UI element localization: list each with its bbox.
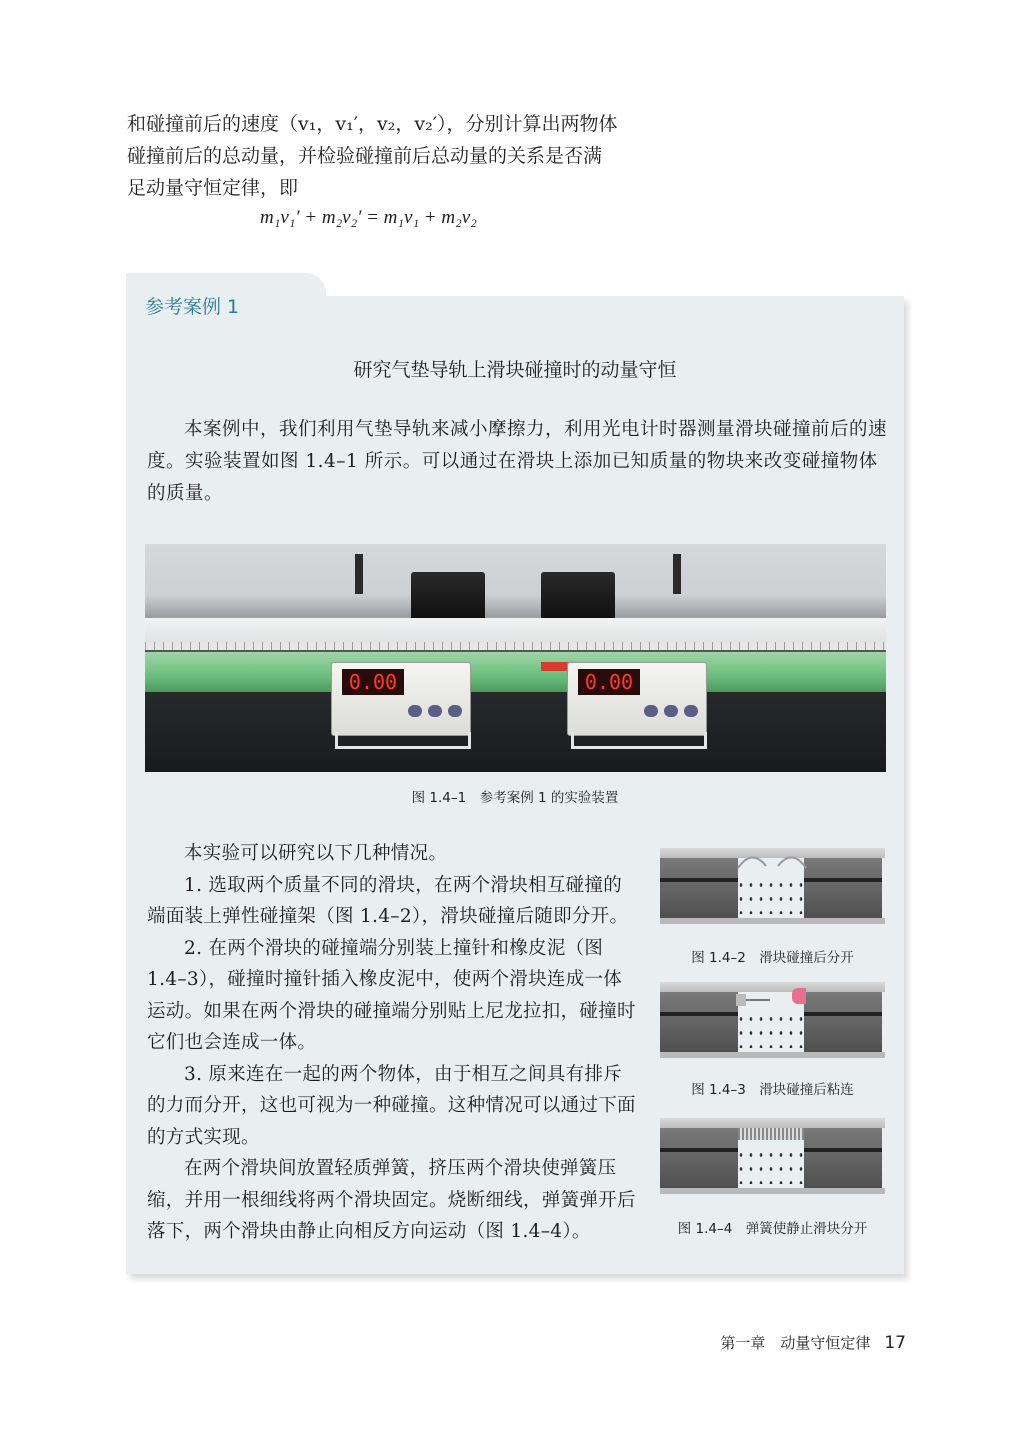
top-paragraph <box>127 108 647 204</box>
timer-stand <box>335 732 471 749</box>
timer-button <box>428 705 442 717</box>
track-top <box>660 1118 885 1128</box>
case-label: 参考案例 1 <box>145 296 240 318</box>
glider-block <box>804 1128 882 1190</box>
track-base <box>145 652 886 692</box>
track-bottom <box>660 1188 885 1194</box>
figure-1-4-2 <box>660 848 885 926</box>
spring-icon <box>738 1128 804 1140</box>
glider-block <box>804 858 882 920</box>
glider-right <box>541 572 615 618</box>
body-paragraph: 在两个滑块间放置轻质弹簧，挤压两个滑块使弹簧压缩，并用一根细线将两个滑块固定。烧断细线，弹簧弹开后落下，两个滑块由静止向相反方向运动（图 1.4–4）。 <box>147 1158 636 1242</box>
glider-block <box>660 992 738 1054</box>
track-bottom <box>660 918 885 924</box>
track-ruler <box>145 642 886 650</box>
case-intro <box>147 414 887 510</box>
track-bottom <box>660 1052 885 1058</box>
chapter-title: 第一章 动量守恒定律 <box>720 1334 871 1352</box>
timer-right <box>567 662 707 736</box>
photo-caption: 图 1.4–1 参考案例 1 的实验装置 <box>411 790 619 806</box>
timer-left <box>331 662 471 736</box>
body-paragraph: 2. 在两个滑块的碰撞端分别装上撞针和橡皮泥（图 1.4–3），碰撞时撞针插入橡皮泥中，使两个滑块连成一体运动。如果在两个滑块的碰撞端分别贴上尼龙拉扣，碰撞时它们也会连成一体。 <box>147 937 636 1053</box>
timer-display: 0.00 <box>342 669 404 695</box>
glider-left <box>411 572 485 618</box>
figure-caption: 图 1.4–2 滑块碰撞后分开 <box>691 950 854 966</box>
timer-button <box>448 705 462 717</box>
photogate-post <box>673 554 681 594</box>
figure-1-4-3 <box>660 982 885 1060</box>
page-footer <box>720 1332 906 1353</box>
air-holes <box>736 878 808 914</box>
timer-button <box>408 705 422 717</box>
timer-button <box>684 705 698 717</box>
figure-caption: 图 1.4–3 滑块碰撞后粘连 <box>691 1082 854 1098</box>
case-title: 研究气垫导轨上滑块碰撞时的动量守恒 <box>353 359 677 381</box>
glider-block <box>660 858 738 920</box>
body-paragraph: 1. 选取两个质量不同的滑块，在两个滑块相互碰撞的端面装上弹性碰撞架（图 1.4–2），滑块碰撞后随即分开。 <box>147 874 629 927</box>
timer-display: 0.00 <box>578 669 640 695</box>
timer-button <box>664 705 678 717</box>
timer-button <box>644 705 658 717</box>
body-paragraph: 本实验可以研究以下几种情况。 <box>184 843 448 864</box>
photogate-post <box>355 554 363 594</box>
text-line: 足动量守恒定律，即 <box>127 177 299 199</box>
momentum-formula: m₁v₁′ + m₂v₂′ = m₁v₁ + m₂v₂ <box>260 207 477 228</box>
figure-caption: 图 1.4–4 弹簧使静止滑块分开 <box>677 1221 868 1237</box>
apparatus-photo <box>145 544 886 772</box>
air-holes <box>736 1148 808 1184</box>
page-number: 17 <box>884 1333 906 1353</box>
intro-paragraph: 本案例中，我们利用气垫导轨来减小摩擦力，利用光电计时器测量滑块碰撞前后的速度。实验装置如图 1.4–1 所示。可以通过在滑块上添加已知质量的物块来改变碰撞物体的质量。 <box>147 419 888 504</box>
bumper-spring-icon <box>732 848 812 874</box>
body-paragraph: 3. 原来连在一起的两个物体，由于相互之间具有排斥的力而分开，这也可视为一种碰撞。这种情况可以通过下面的方式实现。 <box>147 1063 636 1148</box>
timer-stand <box>571 732 707 749</box>
pin-icon <box>736 988 776 1012</box>
text-line: 碰撞前后的总动量，并检验碰撞前后总动量的关系是否满 <box>127 145 603 167</box>
glider-block <box>660 1128 738 1190</box>
glider-block <box>804 992 882 1054</box>
figure-1-4-4 <box>660 1118 885 1196</box>
case-body <box>147 838 639 1248</box>
text-line: 和碰撞前后的速度（v₁，v₁′，v₂，v₂′），分别计算出两物体 <box>127 113 618 135</box>
air-holes <box>736 1012 808 1048</box>
clay-icon <box>792 988 806 1004</box>
